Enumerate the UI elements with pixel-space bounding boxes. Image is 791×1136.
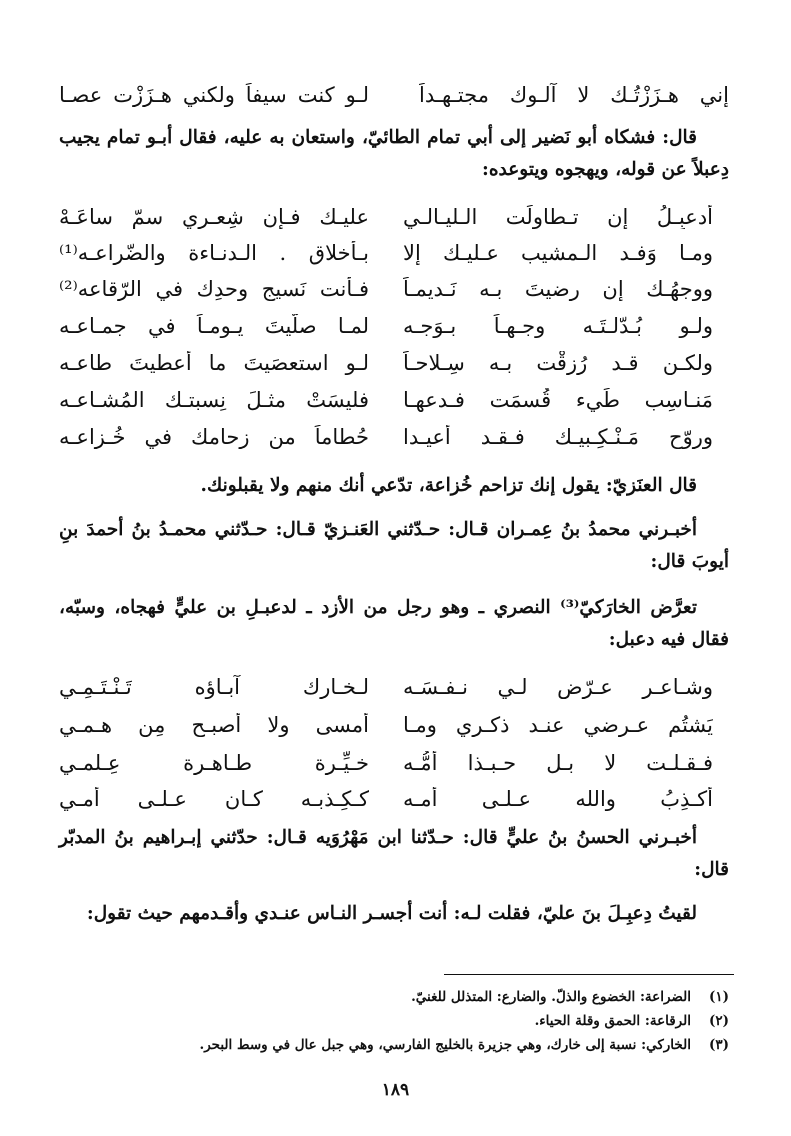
verse-second-hemistich: لـخـارك آبـاؤه تَـنْـتَـمِـي — [59, 675, 369, 699]
page-number: ١٨٩ — [381, 1080, 410, 1100]
verse-second-hemistich: لـو استعصَيتَ ما أعطيتَ طاعـه — [59, 351, 369, 375]
footnote — [59, 986, 729, 1008]
verse-line — [59, 383, 713, 417]
paragraph: قال العنَزيّ: يقول إنك تزاحم خُزاعة، تدّعي أنك منهم ولا يقبلونك. — [200, 475, 697, 496]
verse-second-hemistich: لـو كنت سيفاً ولكني هـزَزْت عصـا — [59, 83, 369, 107]
verse-first-hemistich: وروّح مَـنْـكِـبيـك فـقـد أعيـدا — [403, 425, 713, 449]
verse-line — [59, 272, 713, 306]
footnote-separator — [444, 974, 734, 975]
verse-first-hemistich: أكـذِبُ والله عـلـى أمـه — [403, 787, 713, 811]
verse-first-hemistich: فـقـلـت لا بـل حـبـذا أُمُّـه — [403, 751, 713, 775]
footnote-number: (٣) — [708, 1037, 729, 1053]
verse-second-hemistich: خـيِّـرة طـاهـرة عِـلمـي — [59, 751, 369, 775]
paragraph: تعرَّض الخارَكيّ⁽³⁾ النصري ـ وهو رجل من الأزد ـ لدعبـلِ بن عليٍّ فهجاه، وسبّه، فقال فيه دعبل: — [59, 597, 729, 650]
paragraph: أخبـرني محمدُ بنُ عِمـران قـال: حـدّثني العَنـزيّ قـال: حـدّثني محمـدُ بنُ أحمدَ بنِ أيوبَ قال: — [59, 519, 729, 572]
verse-second-hemistich: حُطاماً من زِحامك في خُـزاعـه — [59, 425, 369, 449]
verse-second-hemistich: كـكِـذبـه كـان عـلـى أمـي — [59, 787, 369, 811]
paragraph: لقيتُ دِعبِـلَ بنَ عليّ، فقلت لـه: أنت أجسـر النـاس عنـدي وأقـدمهم حيث تقول: — [86, 903, 697, 924]
verse-first-hemistich: ووجهُـك إن رضيتَ بـه نَـديمـاً — [403, 277, 713, 301]
verse-first-hemistich: أدعبِـلُ إن تـطاولَت الـليـالـي — [403, 205, 713, 229]
verse-first-hemistich: يَشتُم عـرضي عنـد ذكـري ومـا — [403, 713, 713, 737]
verse-line — [59, 78, 729, 112]
footnote-number: (١) — [708, 989, 729, 1005]
verse-line — [59, 309, 713, 343]
verse-first-hemistich: ومـا وَفـد الـمشيب عـليـك إلا — [403, 241, 713, 265]
verse-second-hemistich: فليسَتْ مثـلَ نِسبتـك المُشـاعـه — [59, 388, 369, 412]
footnote-text: الضراعة: الخضوع والذلّ. والضارع: المتذلل للغنيّ. — [411, 989, 691, 1005]
verse-line — [59, 708, 713, 742]
verse-first-hemistich: إني هـزَزْتُـك لا آلـوك مجتـهـداً — [419, 83, 729, 107]
verse-second-hemistich: أمسى ولا أصبـح مِن هـمـي — [59, 713, 369, 737]
verse-line — [59, 420, 713, 454]
verse-first-hemistich: وشـاعـرٍ عـرّض لـي نـفـسَـه — [403, 675, 713, 699]
verse-line — [59, 670, 713, 704]
verse-second-hemistich: لمـا صلَّيتَ يـومـاً في جمـاعـه — [59, 314, 369, 338]
footnote — [59, 1010, 729, 1032]
verse-line — [59, 200, 713, 234]
verse-line — [59, 236, 713, 270]
footnote-text: الرقاعة: الحمق وقلة الحياء. — [534, 1013, 691, 1029]
verse-second-hemistich: عليـك فـإن شِعـري سمّ ساعَـهْ — [59, 205, 369, 229]
verse-line — [59, 746, 713, 780]
footnote-number: (٢) — [708, 1013, 729, 1029]
footnote-text: الخاركي: نسبة إلى خارك، وهي جزيرة بالخليج الفارسي، وهي جبل عال في وسط البحر. — [199, 1037, 691, 1053]
verse-line — [59, 782, 713, 816]
verse-second-hemistich: فـأنت نَسيج وحدِك في الرّقاعه⁽²⁾ — [59, 277, 369, 301]
verse-line — [59, 346, 713, 380]
paragraph: قال: فشكاه أبو نَضير إلى أبي تمام الطائيّ، واستعان به عليه، فقال أبـو تمام يجيب دِعبلاً عن قوله، ويهجوه ويتوعده: — [59, 127, 729, 180]
verse-second-hemistich: بـأخلاق . الـدنـاءة والضّراعـه⁽¹⁾ — [59, 241, 369, 265]
verse-first-hemistich: ولكـن قـد رُزقْت بـه سِـلاحـاً — [403, 351, 713, 375]
verse-first-hemistich: ولـو بُـدّلـتَـه وجـهـاً بـوَجـه — [403, 314, 713, 338]
verse-first-hemistich: مَنـاسِب طَيء قُسمَت فـدعهـا — [403, 388, 713, 412]
footnote — [59, 1034, 729, 1056]
paragraph: أخبـرني الحسنُ بنُ عليٍّ قال: حـدّثنا ابن مَهْرُوَيه قـال: حدّثني إبـراهيم بنُ المدبّر قال: — [59, 827, 729, 880]
